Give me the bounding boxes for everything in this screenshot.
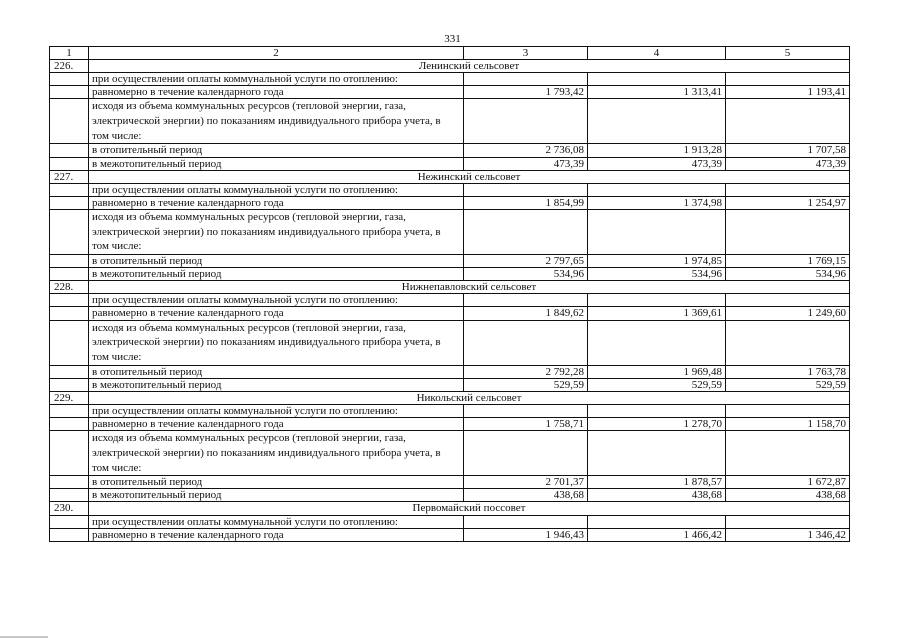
row-number-cell (50, 196, 89, 209)
row-label: в отопительный период (89, 255, 464, 268)
value-col-4 (588, 431, 726, 476)
value-col-4 (588, 209, 726, 254)
row-label: равномерно в течение календарного года (89, 418, 464, 431)
row-number-cell (50, 404, 89, 417)
group-header-row (50, 60, 850, 73)
table-row (50, 404, 850, 417)
table-row (50, 144, 850, 157)
row-label: в отопительный период (89, 365, 464, 378)
table-row (50, 476, 850, 489)
row-number-cell (50, 378, 89, 391)
value-col-5 (726, 294, 850, 307)
table-row (50, 515, 850, 528)
table-row (50, 183, 850, 196)
header-col-5: 5 (726, 47, 850, 60)
value-col-4: 1 969,48 (588, 365, 726, 378)
row-number-cell (50, 157, 89, 170)
scan-edge-mark (0, 636, 48, 638)
header-col-3: 3 (464, 47, 588, 60)
table-row (50, 157, 850, 170)
value-col-4 (588, 73, 726, 86)
group-title: Первомайский поссовет (89, 502, 850, 515)
table-row (50, 431, 850, 476)
value-col-3: 2 736,08 (464, 144, 588, 157)
value-col-3 (464, 320, 588, 365)
table-row (50, 294, 850, 307)
table-row (50, 209, 850, 254)
group-number: 230. (50, 502, 89, 515)
group-header-row (50, 391, 850, 404)
row-number-cell (50, 365, 89, 378)
value-col-3: 534,96 (464, 268, 588, 281)
group-number: 226. (50, 60, 89, 73)
value-col-4 (588, 183, 726, 196)
value-col-3 (464, 294, 588, 307)
header-col-1: 1 (50, 47, 89, 60)
value-col-5 (726, 431, 850, 476)
value-col-5: 1 763,78 (726, 365, 850, 378)
row-number-cell (50, 294, 89, 307)
value-col-3: 2 701,37 (464, 476, 588, 489)
value-col-5: 1 158,70 (726, 418, 850, 431)
value-col-3 (464, 209, 588, 254)
value-col-4 (588, 294, 726, 307)
value-col-4: 1 466,42 (588, 528, 726, 541)
row-number-cell (50, 268, 89, 281)
page-number: 331 (444, 33, 461, 45)
group-header-row (50, 170, 850, 183)
value-col-3 (464, 183, 588, 196)
group-title: Нижнепавловский сельсовет (89, 281, 850, 294)
value-col-3: 2 797,65 (464, 255, 588, 268)
row-label: равномерно в течение календарного года (89, 86, 464, 99)
row-label: в межотопительный период (89, 489, 464, 502)
value-col-4: 1 913,28 (588, 144, 726, 157)
row-number-cell (50, 144, 89, 157)
row-number-cell (50, 418, 89, 431)
value-col-5 (726, 404, 850, 417)
table-row (50, 73, 850, 86)
value-col-3 (464, 515, 588, 528)
value-col-3 (464, 404, 588, 417)
row-label: равномерно в течение календарного года (89, 528, 464, 541)
value-col-3: 473,39 (464, 157, 588, 170)
table-row (50, 378, 850, 391)
value-col-4 (588, 99, 726, 144)
table-row (50, 255, 850, 268)
table-row (50, 365, 850, 378)
row-label: равномерно в течение календарного года (89, 307, 464, 320)
row-label: исходя из объема коммунальных ресурсов (тепловой энергии, газа, электрической энергии) по показаниям индивидуального прибора учета, в том числе: (89, 99, 464, 144)
value-col-5: 438,68 (726, 489, 850, 502)
row-label: исходя из объема коммунальных ресурсов (тепловой энергии, газа, электрической энергии) по показаниям индивидуального прибора учета, в том числе: (89, 209, 464, 254)
row-label: при осуществлении оплаты коммунальной услуги по отоплению: (89, 73, 464, 86)
value-col-4: 1 278,70 (588, 418, 726, 431)
value-col-5: 1 346,42 (726, 528, 850, 541)
value-col-3: 1 758,71 (464, 418, 588, 431)
row-number-cell (50, 209, 89, 254)
value-col-3 (464, 431, 588, 476)
value-col-5: 534,96 (726, 268, 850, 281)
group-number: 229. (50, 391, 89, 404)
value-col-5 (726, 183, 850, 196)
value-col-4 (588, 320, 726, 365)
row-number-cell (50, 183, 89, 196)
value-col-5: 1 707,58 (726, 144, 850, 157)
value-col-4 (588, 404, 726, 417)
value-col-5: 1 193,41 (726, 86, 850, 99)
value-col-5: 473,39 (726, 157, 850, 170)
table-row (50, 86, 850, 99)
row-label: при осуществлении оплаты коммунальной услуги по отоплению: (89, 515, 464, 528)
row-number-cell (50, 476, 89, 489)
header-col-4: 4 (588, 47, 726, 60)
row-label: в отопительный период (89, 476, 464, 489)
value-col-4: 438,68 (588, 489, 726, 502)
value-col-4: 1 313,41 (588, 86, 726, 99)
value-col-4 (588, 515, 726, 528)
value-col-4: 1 878,57 (588, 476, 726, 489)
row-label: при осуществлении оплаты коммунальной услуги по отоплению: (89, 294, 464, 307)
group-number: 228. (50, 281, 89, 294)
table-row (50, 528, 850, 541)
table-row (50, 268, 850, 281)
row-number-cell (50, 320, 89, 365)
value-col-4: 534,96 (588, 268, 726, 281)
value-col-5 (726, 99, 850, 144)
tariff-table (49, 46, 850, 542)
table-row (50, 196, 850, 209)
table-row (50, 489, 850, 502)
group-title: Ленинский сельсовет (89, 60, 850, 73)
row-number-cell (50, 515, 89, 528)
value-col-5: 1 769,15 (726, 255, 850, 268)
table-row (50, 99, 850, 144)
row-number-cell (50, 489, 89, 502)
table-row (50, 418, 850, 431)
table-header-row (50, 47, 850, 60)
value-col-5: 1 672,87 (726, 476, 850, 489)
table-row (50, 320, 850, 365)
value-col-3 (464, 99, 588, 144)
row-label: в межотопительный период (89, 157, 464, 170)
group-number: 227. (50, 170, 89, 183)
value-col-5 (726, 73, 850, 86)
row-label: при осуществлении оплаты коммунальной услуги по отоплению: (89, 183, 464, 196)
value-col-3: 1 793,42 (464, 86, 588, 99)
row-number-cell (50, 255, 89, 268)
value-col-5: 1 249,60 (726, 307, 850, 320)
value-col-4: 473,39 (588, 157, 726, 170)
value-col-5 (726, 209, 850, 254)
row-number-cell (50, 528, 89, 541)
row-number-cell (50, 86, 89, 99)
value-col-3: 1 854,99 (464, 196, 588, 209)
value-col-5: 529,59 (726, 378, 850, 391)
group-title: Никольский сельсовет (89, 391, 850, 404)
value-col-4: 1 974,85 (588, 255, 726, 268)
row-number-cell (50, 99, 89, 144)
value-col-5 (726, 320, 850, 365)
row-label: исходя из объема коммунальных ресурсов (тепловой энергии, газа, электрической энергии) по показаниям индивидуального прибора учета, в том числе: (89, 320, 464, 365)
row-label: в межотопительный период (89, 378, 464, 391)
row-label: равномерно в течение календарного года (89, 196, 464, 209)
table-row (50, 307, 850, 320)
header-col-2: 2 (89, 47, 464, 60)
group-header-row (50, 281, 850, 294)
value-col-3: 438,68 (464, 489, 588, 502)
row-label: в межотопительный период (89, 268, 464, 281)
value-col-4: 1 374,98 (588, 196, 726, 209)
row-label: исходя из объема коммунальных ресурсов (тепловой энергии, газа, электрической энергии) по показаниям индивидуального прибора учета, в том числе: (89, 431, 464, 476)
value-col-5: 1 254,97 (726, 196, 850, 209)
value-col-3 (464, 73, 588, 86)
value-col-3: 2 792,28 (464, 365, 588, 378)
value-col-3: 529,59 (464, 378, 588, 391)
row-label: при осуществлении оплаты коммунальной услуги по отоплению: (89, 404, 464, 417)
value-col-4: 1 369,61 (588, 307, 726, 320)
group-header-row (50, 502, 850, 515)
value-col-3: 1 946,43 (464, 528, 588, 541)
value-col-4: 529,59 (588, 378, 726, 391)
table-body (50, 47, 850, 542)
group-title: Нежинский сельсовет (89, 170, 850, 183)
row-number-cell (50, 307, 89, 320)
row-number-cell (50, 73, 89, 86)
value-col-5 (726, 515, 850, 528)
row-label: в отопительный период (89, 144, 464, 157)
value-col-3: 1 849,62 (464, 307, 588, 320)
row-number-cell (50, 431, 89, 476)
